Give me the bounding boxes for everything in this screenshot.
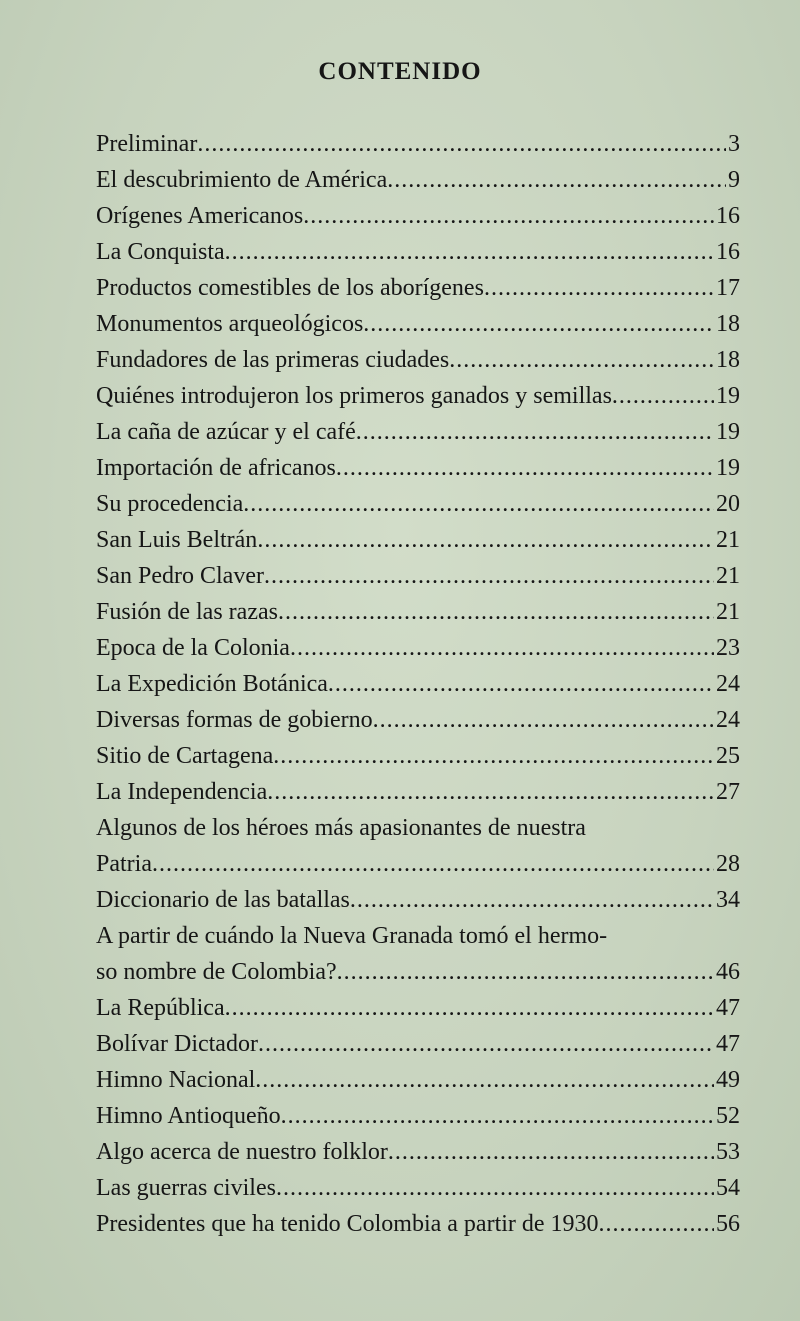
dot-leader	[290, 630, 714, 666]
toc-entry-label: Presidentes que ha tenido Colombia a partir de 1930	[96, 1211, 599, 1237]
toc-page-number: 19	[716, 383, 740, 409]
toc-page-number: 19	[716, 455, 740, 481]
toc-entry-label: Algo acerca de nuestro folklor	[96, 1139, 388, 1165]
dot-leader	[197, 126, 726, 162]
toc-entry	[96, 594, 740, 630]
dot-leader	[388, 1134, 714, 1170]
toc-entry-first-line: Algunos de los héroes más apasionantes de nuestra	[96, 815, 586, 841]
toc-entry	[96, 198, 740, 234]
toc-page-number: 54	[716, 1175, 740, 1201]
toc-entry	[96, 378, 740, 414]
toc-entry	[96, 162, 740, 198]
dot-leader	[363, 306, 714, 342]
dot-leader	[303, 198, 714, 234]
toc-page-number: 24	[716, 671, 740, 697]
toc-entry-label: Orígenes Americanos	[96, 203, 304, 229]
dot-leader	[225, 234, 714, 270]
toc-entry-label: Epoca de la Colonia	[96, 635, 290, 661]
toc-page-number: 52	[716, 1103, 740, 1129]
toc-entry	[96, 882, 740, 918]
dot-leader	[387, 162, 726, 198]
toc-entry-label: La Expedición Botánica	[96, 671, 328, 697]
toc-entry	[96, 450, 740, 486]
toc-entry-label: Productos comestibles de los aborígenes	[96, 275, 484, 301]
toc-entry	[96, 414, 740, 450]
dot-leader	[255, 1062, 714, 1098]
dot-leader	[258, 1026, 714, 1062]
dot-leader	[243, 486, 714, 522]
toc-entry-label: Sitio de Cartagena	[96, 743, 274, 769]
toc-page-number: 18	[716, 311, 740, 337]
toc-page-number: 24	[716, 707, 740, 733]
toc-entry-label: Su procedencia	[96, 491, 244, 517]
toc-page-number: 21	[716, 527, 740, 553]
toc-page-number: 18	[716, 347, 740, 373]
dot-leader	[152, 846, 714, 882]
dot-leader	[328, 666, 714, 702]
toc-page-number: 49	[716, 1067, 740, 1093]
toc-entry-label: La República	[96, 995, 225, 1021]
toc-entry-label: Importación de africanos	[96, 455, 336, 481]
toc-entry	[96, 126, 740, 162]
toc-entry-label: San Pedro Claver	[96, 563, 264, 589]
dot-leader	[257, 522, 714, 558]
toc-entry-label: Himno Antioqueño	[96, 1103, 281, 1129]
toc-entry	[96, 990, 740, 1026]
toc-entry-first-line: A partir de cuándo la Nueva Granada tomó el hermo-	[96, 923, 608, 949]
toc-page-number: 47	[716, 1031, 740, 1057]
toc-entry	[96, 702, 740, 738]
dot-leader	[350, 882, 714, 918]
toc-entry	[96, 666, 740, 702]
toc-entry-label: La Conquista	[96, 239, 225, 265]
toc-page-number: 9	[728, 167, 740, 193]
toc-page-number: 17	[716, 275, 740, 301]
toc-entry-label: Himno Nacional	[96, 1067, 256, 1093]
toc-page-number: 3	[728, 131, 740, 157]
dot-leader	[281, 1098, 714, 1134]
dot-leader	[449, 342, 714, 378]
toc-entry-label: so nombre de Colombia?	[96, 959, 337, 985]
toc-page-number: 53	[716, 1139, 740, 1165]
toc-page-number: 27	[716, 779, 740, 805]
toc-page-number: 21	[716, 563, 740, 589]
dot-leader	[337, 954, 714, 990]
toc-entry-label: Preliminar	[96, 131, 198, 157]
dot-leader	[373, 702, 714, 738]
toc-page-number: 46	[716, 959, 740, 985]
toc-entry-label: Bolívar Dictador	[96, 1031, 258, 1057]
toc-entry-label: Las guerras civiles	[96, 1175, 276, 1201]
toc-page-number: 19	[716, 419, 740, 445]
toc-entry-label: Monumentos arqueológicos	[96, 311, 364, 337]
toc-entry-label: La caña de azúcar y el café	[96, 419, 356, 445]
toc-entry	[96, 1026, 740, 1062]
toc-entry	[96, 270, 740, 306]
toc-entry-label: Patria	[96, 851, 152, 877]
toc-entry	[96, 558, 740, 594]
toc-entry	[96, 486, 740, 522]
toc-entry	[96, 738, 740, 774]
toc-page-number: 23	[716, 635, 740, 661]
page-title: CONTENIDO	[318, 58, 482, 85]
toc-page-number: 34	[716, 887, 740, 913]
toc-page-number: 21	[716, 599, 740, 625]
toc-entry	[96, 1098, 740, 1134]
toc-entry	[96, 1134, 740, 1170]
dot-leader	[225, 990, 714, 1026]
toc-page-number: 16	[716, 239, 740, 265]
toc-entry	[96, 234, 740, 270]
dot-leader	[484, 270, 714, 306]
toc-entry-label: San Luis Beltrán	[96, 527, 258, 553]
toc-entry-label: El descubrimiento de América	[96, 167, 388, 193]
dot-leader	[356, 414, 714, 450]
toc-page-number: 16	[716, 203, 740, 229]
dot-leader	[276, 1170, 714, 1206]
dot-leader	[599, 1206, 714, 1242]
toc-entry-label: La Independencia	[96, 779, 268, 805]
toc-entry-label: Fusión de las razas	[96, 599, 278, 625]
dot-leader	[612, 378, 714, 414]
toc-entry-label: Quiénes introdujeron los primeros ganados y semillas	[96, 383, 612, 409]
dot-leader	[336, 450, 714, 486]
toc-entry	[96, 630, 740, 666]
toc-entry	[96, 1062, 740, 1098]
toc-entry	[96, 1170, 740, 1206]
dot-leader	[267, 774, 714, 810]
dot-leader	[264, 558, 714, 594]
toc-page-number: 56	[716, 1211, 740, 1237]
toc-entry-label: Diversas formas de gobierno	[96, 707, 373, 733]
table-of-contents	[96, 126, 740, 1242]
dot-leader	[278, 594, 714, 630]
toc-entry	[96, 342, 740, 378]
toc-entry	[96, 846, 740, 882]
toc-page-number: 25	[716, 743, 740, 769]
toc-entry-label: Diccionario de las batallas	[96, 887, 350, 913]
toc-entry	[96, 522, 740, 558]
toc-page-number: 47	[716, 995, 740, 1021]
toc-page-number: 28	[716, 851, 740, 877]
toc-entry	[96, 306, 740, 342]
toc-entry	[96, 954, 740, 990]
toc-entry	[96, 774, 740, 810]
toc-entry-label: Fundadores de las primeras ciudades	[96, 347, 450, 373]
toc-page-number: 20	[716, 491, 740, 517]
dot-leader	[273, 738, 714, 774]
toc-entry	[96, 1206, 740, 1242]
